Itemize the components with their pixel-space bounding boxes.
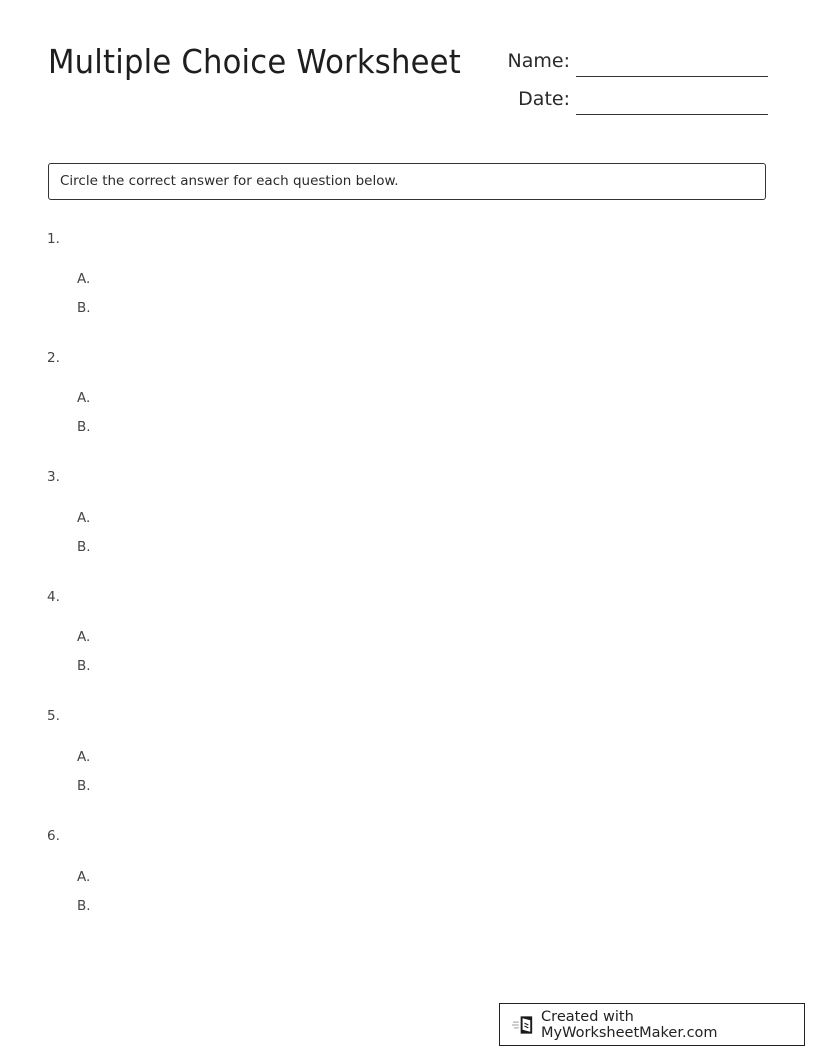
option-a[interactable]: A.	[77, 390, 91, 406]
option-a[interactable]: A.	[77, 869, 91, 885]
footer-credit[interactable]	[499, 1003, 805, 1046]
worksheet-maker-logo-icon	[512, 1014, 535, 1036]
date-field-line[interactable]	[576, 114, 768, 115]
question-number: 6.	[47, 828, 60, 844]
question-number: 2.	[47, 350, 60, 366]
option-b[interactable]: B.	[77, 539, 91, 555]
instructions-text: Circle the correct answer for each question below.	[60, 173, 399, 189]
name-field-line[interactable]	[576, 76, 768, 77]
question-number: 1.	[47, 231, 60, 247]
question-number: 4.	[47, 589, 60, 605]
option-a[interactable]: A.	[77, 271, 91, 287]
footer-text: Created with MyWorksheetMaker.com	[541, 1008, 718, 1041]
option-b[interactable]: B.	[77, 778, 91, 794]
question-number: 3.	[47, 469, 60, 485]
option-a[interactable]: A.	[77, 629, 91, 645]
worksheet-title: Multiple Choice Worksheet	[48, 42, 461, 81]
name-label: Name:	[507, 50, 570, 72]
option-b[interactable]: B.	[77, 419, 91, 435]
instructions-box	[48, 163, 766, 200]
option-b[interactable]: B.	[77, 658, 91, 674]
option-b[interactable]: B.	[77, 898, 91, 914]
question-number: 5.	[47, 708, 60, 724]
option-a[interactable]: A.	[77, 749, 91, 765]
option-a[interactable]: A.	[77, 510, 91, 526]
option-b[interactable]: B.	[77, 300, 91, 316]
date-label: Date:	[518, 88, 570, 110]
